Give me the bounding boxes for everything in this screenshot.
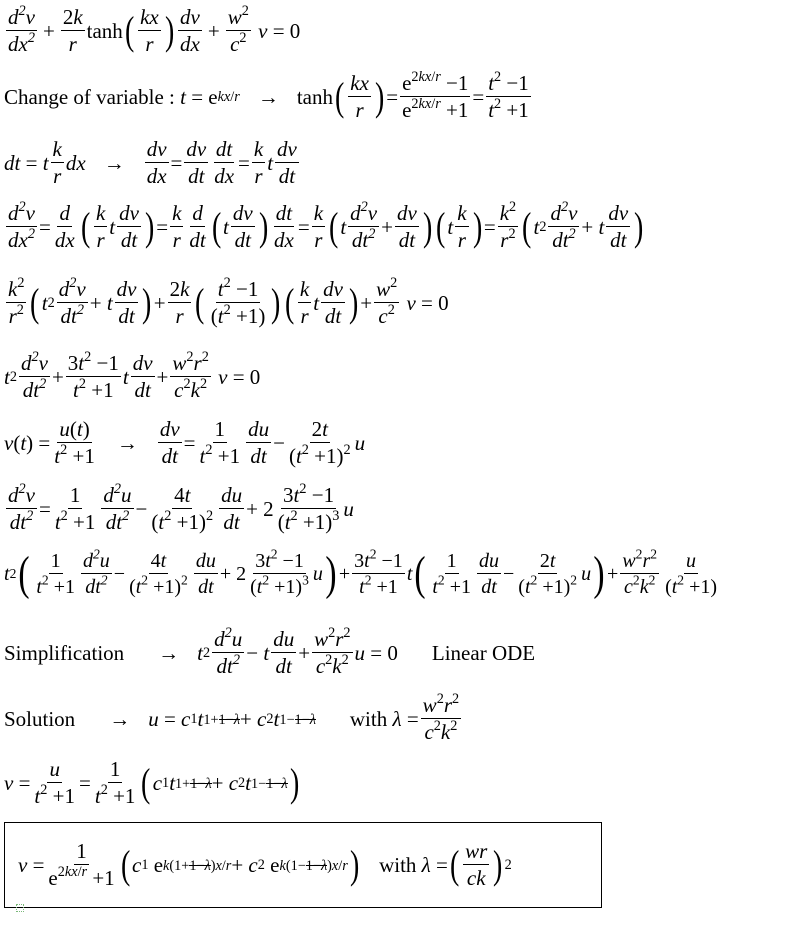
substituted-u-line: t 2 ( $\frac{1}{t^2 +1}$ $\frac{d^2u}{dt^2}$ − $\frac{4t}{(t^2 +1)^2}$ $\frac{du}{dt}$ + 2 $\frac{3t^2 -1}{(t^2 +1)^3}$ u ) + $\frac{3t^2 -1}{t^2 +1}$ t ( $\frac{1}{t^2 +1}$ $\frac{du}{dt}$ − $\frac{2t}{(t^2 +1)^2}$ u ) + $\frac{w^2r^2}{c^2k^2}$ $\frac{u}{(t^2 +1)}$	[4, 546, 718, 600]
arrow-icon-2: →	[103, 150, 125, 175]
substituted-ode-line: $\frac{k^2}{r^2}$ ( t 2 $\frac{d^2v}{dt^2}$ + t $\frac{dv}{dt}$ ) + $\frac{2k}{r}$ ( $\frac{t^2 -1}{(t^2 +1)}$ ) ( $\frac{k}{r}$ t $\frac{dv}{dt}$ ) + $\frac{w^2}{c^2}$ v = 0	[8, 275, 449, 329]
solution-line: Solution → u = c 1 t 1+1−λ + c 2 t 1−1−λ with λ = $\frac{w^2r^2}{c^2k^2}$	[4, 691, 460, 745]
final-result-line: v = $\frac{1}{e^{2kx/r} +1}$ ( c 1 e k(1+1−λ)x/r + c 2 e k(1−1−λ)x/r ) with λ = ( $\frac{wr}{ck}$ ) 2	[18, 839, 512, 891]
arrow-icon-5: →	[109, 706, 131, 731]
second-derivative-line: $\frac{d^2v}{dx^2}$ = $\frac{d}{dx}$ ( $\frac{k}{r}$ t $\frac{dv}{dt}$ ) = $\frac{k}{r}$ $\frac{d}{dt}$ ( t $\frac{dv}{dt}$ ) $\frac{dt}{dx}$ = $\frac{k}{r}$ ( t $\frac{d^2v}{dt^2}$ + $\frac{dv}{dt}$ ) ( t $\frac{k}{r}$ ) = $\frac{k^2}{r^2}$ ( t 2 $\frac{d^2v}{dt^2}$ + t $\frac{dv}{dt}$ )	[8, 199, 644, 253]
tanh-function: tanh	[86, 18, 123, 43]
solution-label: Solution	[4, 706, 76, 731]
linear-ode-label: Linear ODE	[431, 640, 536, 665]
t-form-ode-line: t 2 $\frac{d^2v}{dt^2}$ + $\frac{3t^2 -1}{t^2 +1}$ t $\frac{dv}{dt}$ + $\frac{w^2r^2}{c^2k^2}$ v = 0	[4, 349, 261, 403]
tanh-function-2: tanh	[296, 84, 333, 109]
arrow-icon: →	[257, 84, 279, 109]
equation-original-ode: $\frac{d^2v}{dx^2}$ + $\frac{2k}{r}$ tanh ( $\frac{kx}{r}$ ) $\frac{dv}{dx}$ + $\frac{w^2}{c^2}$ v = 0	[8, 3, 301, 57]
anchor-marker	[16, 904, 24, 912]
with-label-2: with	[379, 852, 417, 877]
v-second-derivative-line: $\frac{d^2v}{dt^2}$ = $\frac{1}{t^2 +1}$ $\frac{d^2u}{dt^2}$ − $\frac{4t}{(t^2 +1)^2}$ $\frac{du}{dt}$ + 2 $\frac{3t^2 -1}{(t^2 +1)^3}$ u	[8, 481, 354, 535]
simplification-line: Simplification → t 2 $\frac{d^2u}{dt^2}$ − t $\frac{du}{dt}$ + $\frac{w^2r^2}{c^2k^2}$ u = 0 Linear ODE	[4, 625, 536, 679]
dt-relation-line: dt = t $\frac{k}{r}$ dx → $\frac{dv}{dx}$ = $\frac{dv}{dt}$ $\frac{dt}{dx}$ = $\frac{k}{r}$ t $\frac{dv}{dt}$	[4, 137, 297, 189]
with-label: with	[349, 706, 388, 731]
arrow-icon-4: →	[158, 640, 180, 665]
v-of-t-line: v ( t ) = $\frac{u(t)}{t^2 +1}$ → $\frac{dv}{dt}$ = $\frac{1}{t^2 +1}$ $\frac{du}{dt}$ − $\frac{2t}{(t^2 +1)^2}$ u	[4, 417, 366, 469]
arrow-icon-3: →	[116, 430, 138, 455]
v-solution-line: v = $\frac{u}{t^2 +1}$ = $\frac{1}{t^2 +1}$ ( c 1 t 1+1−λ + c 2 t 1−1−λ )	[4, 757, 299, 809]
change-of-variable-label: Change of variable :	[4, 84, 175, 109]
simplification-label: Simplification	[4, 640, 125, 665]
change-of-variable-line: Change of variable : t = e kx/r → tanh ( $\frac{kx}{r}$ ) = $\frac{e^{2kx/r} -1}{e^{2kx/r} +1}$ = $\frac{t^2 -1}{t^2 +1}$	[4, 69, 529, 123]
